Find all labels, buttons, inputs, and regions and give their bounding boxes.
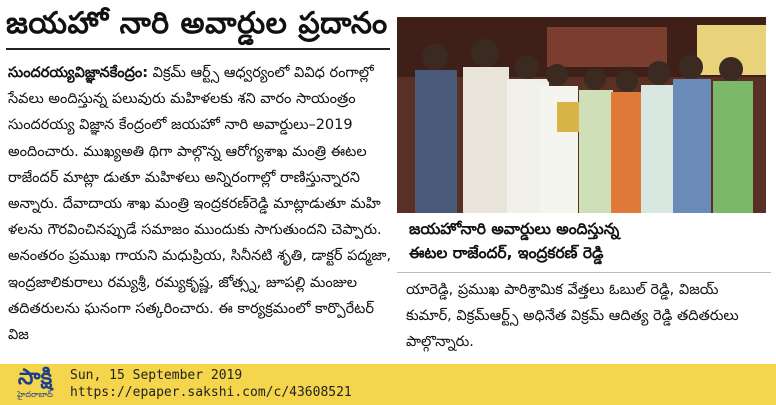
source-footer xyxy=(0,364,776,405)
publication-date: Sun, 15 September 2019 xyxy=(70,368,243,383)
article-text-left: విక్రమ్ ఆర్ట్స్ ఆధ్వర్యంలో వివిధ రంగాల్లో సేవలు అందిస్తున్న పలువురు మహిళలకు శని వారం సాయంత్రం సుందరయ్య విజ్ఞాన కేంద్రంలో జయహో నారి అవార్డులు–2019 అందించారు. ముఖ్యఅతి థిగా పాల్గొన్న ఆరోగ్యశాఖ మంత్రి ఈటల రాజేందర్ మాట్లా డుతూ మహిళలు అన్నిరంగాల్లో రాణిస్తున్నారని అన్నారు. దేవాదాయ శాఖ మంత్రి ఇంద్రకరణ్‌రెడ్డి మాట్లాడుతూ మహి ళలను గౌరవించినప్పుడే సమాజం ముందుకు సాగుతుందని చెప్పారు. అనంతరం ప్రముఖ గాయని మధుప్రియ, సినీనటి శృతి, డాక్టర్ పద్మజా, ఇంద్రజాలికురాలు రమ్యశ్రీ, రమ్యకృష్ణ, జోత్స్న, జూపల్లి మంజుల తదితరులను ఘనంగా సత్కరించారు. ఈ కార్యక్రమంలో కార్పొరేటర్ విజ xyxy=(8,65,392,344)
logo-wordmark: సాక్షి xyxy=(17,365,53,390)
article-dateline: సుందరయ్యవిజ్ఞానకేంద్రం: xyxy=(8,65,149,81)
article-headline: జయహో నారి అవార్డుల ప్రదానం xyxy=(6,6,388,41)
caption-line: ఈటల రాజేందర్, ఇంద్రకరణ్ రెడ్డి xyxy=(409,244,604,262)
logo-edition: హైదరాబాద్ xyxy=(17,390,53,399)
sakshi-logo xyxy=(6,366,64,403)
article-body-left xyxy=(8,60,392,348)
article-photo xyxy=(397,17,766,213)
source-url[interactable]: https://epaper.sakshi.com/c/43608521 xyxy=(70,385,352,400)
article-text-right: యారెడ్డి, ప్రముఖ పారిశ్రామిక వేత్తలు ఓబుల్ రెడ్డి, విజయ్ కుమార్, విక్రమ్ఆర్ట్స్ అధినేత విక్రమ్ ఆదిత్య రెడ్డి తదితరులు పాల్గొన్నారు. xyxy=(406,282,739,351)
caption-line: జయహోనారి అవార్డులు అందిస్తున్న xyxy=(409,220,620,238)
headline-rule xyxy=(6,48,390,50)
source-meta xyxy=(70,367,352,401)
photo-caption xyxy=(409,217,769,265)
caption-divider xyxy=(397,272,771,273)
article-paragraph xyxy=(8,60,392,348)
award-ceremony-photo xyxy=(397,17,766,213)
